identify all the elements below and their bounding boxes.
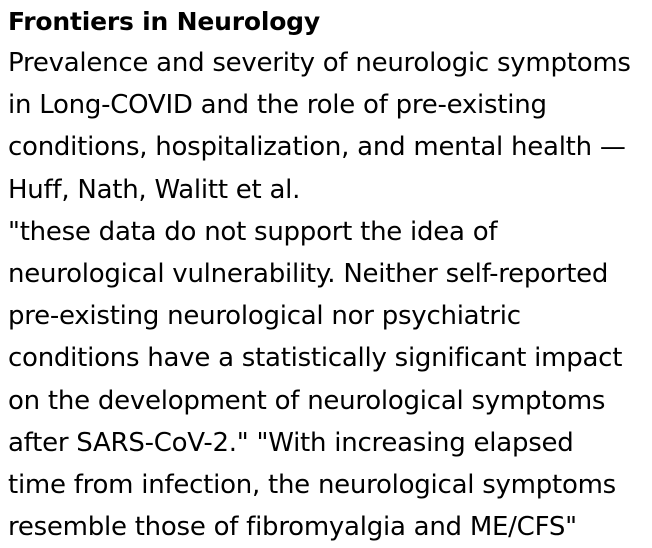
article-title-line: in Long-COVID and the role of pre-existing	[8, 90, 547, 121]
journal-title: Frontiers in Neurology	[8, 7, 320, 36]
quote-line: conditions have a statistically significant impact	[8, 343, 623, 374]
quote-line: resemble those of fibromyalgia and ME/CFS"	[8, 512, 577, 543]
quote-line: pre-existing neurological nor psychiatric	[8, 301, 521, 332]
quote-line: neurological vulnerability. Neither self-reported	[8, 259, 609, 290]
quote-line: on the development of neurological symptoms	[8, 385, 606, 416]
post-body	[8, 42, 652, 548]
quote-line: "these data do not support the idea of	[8, 216, 498, 247]
quote-line: after SARS-CoV-2." "With increasing elapsed	[8, 427, 574, 458]
authors-line: Huff, Nath, Walitt et al.	[8, 174, 301, 205]
quote-line: time from infection, the neurological symptoms	[8, 470, 616, 501]
article-title-line: Prevalence and severity of neurologic symptoms	[8, 48, 631, 78]
article-title-line: conditions, hospitalization, and mental health —	[8, 132, 626, 163]
